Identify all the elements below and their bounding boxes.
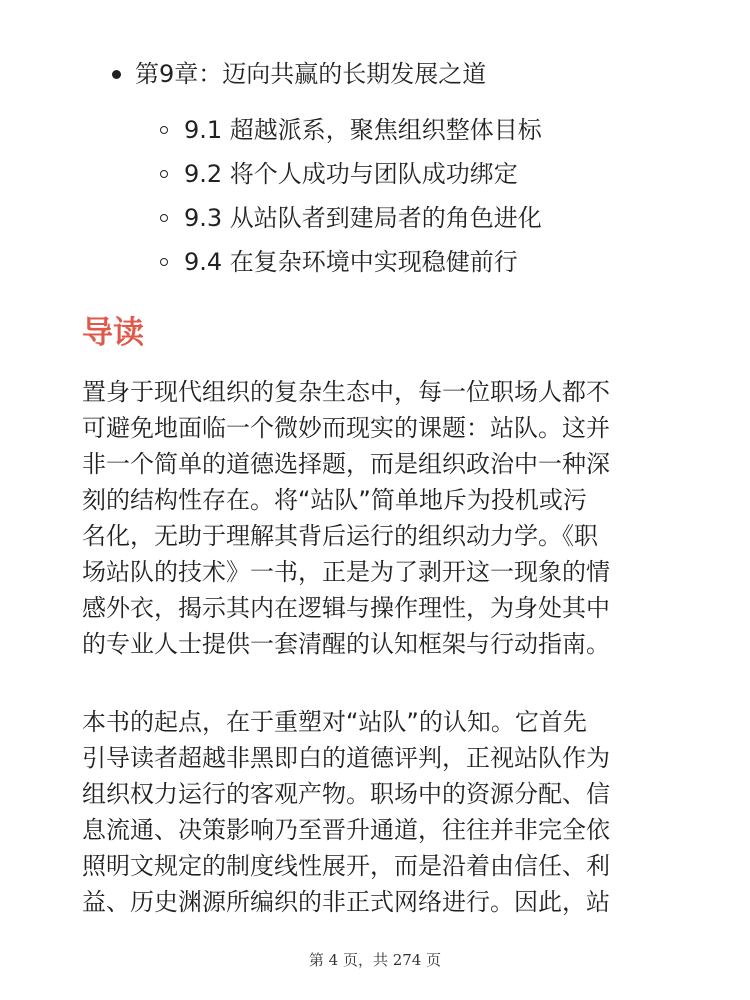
paragraph-line: 的专业人士提供一套清醒的认知框架与行动指南。 [82, 630, 610, 658]
toc-section-title: 9.2 将个人成功与团队成功绑定 [184, 160, 518, 188]
paragraph-line: 名化，无助于理解其背后运行的组织动力学。《职 [82, 522, 598, 550]
paragraph-line: 息流通、决策影响乃至晋升通道，往往并非完全依 [82, 816, 610, 844]
toc-chapter-item [112, 54, 486, 94]
paragraph-line: 场站队的技术》一书，正是为了剥开这一现象的情 [82, 558, 610, 586]
bullet-circle-icon [160, 214, 168, 222]
paragraph-line: 本书的起点，在于重塑对“站队”的认知。它首先 [82, 708, 587, 736]
page-number-footer: 第 4 页，共 274 页 [308, 951, 442, 969]
paragraph-line: 组织权力运行的客观产物。职场中的资源分配、信 [82, 780, 610, 808]
bullet-circle-icon [160, 170, 168, 178]
toc-section-title: 9.1 超越派系，聚焦组织整体目标 [184, 116, 542, 144]
bullet-circle-icon [160, 258, 168, 266]
paragraph-line: 感外衣，揭示其内在逻辑与操作理性，为身处其中 [82, 594, 610, 622]
paragraph-line: 引导读者超越非黑即白的道德评判，正视站队作为 [82, 744, 610, 772]
toc-section-item [160, 152, 542, 196]
paragraph-line: 非一个简单的道德选择题，而是组织政治中一种深 [82, 450, 610, 478]
toc-section-item [160, 108, 542, 152]
body-paragraph [82, 704, 702, 920]
bullet-circle-icon [160, 126, 168, 134]
paragraph-line: 刻的结构性存在。将“站队”简单地斥为投机或污 [82, 486, 587, 514]
paragraph-line: 可避免地面临一个微妙而现实的课题：站队。这并 [82, 414, 610, 442]
paragraph-line: 益、历史渊源所编织的非正式网络进行。因此，站 [82, 888, 610, 916]
toc-section-item [160, 196, 542, 240]
body-paragraph [82, 374, 702, 662]
toc-chapter-title: 第9章：迈向共赢的长期发展之道 [135, 60, 487, 88]
toc-section-title: 9.3 从站队者到建局者的角色进化 [184, 204, 542, 232]
toc-section-item [160, 240, 542, 284]
paragraph-line: 照明文规定的制度线性展开，而是沿着由信任、利 [82, 852, 610, 880]
bullet-disc-icon [112, 70, 121, 79]
toc-section-list [160, 108, 542, 284]
paragraph-line: 置身于现代组织的复杂生态中，每一位职场人都不 [82, 378, 610, 406]
section-heading: 导读 [82, 315, 144, 351]
toc-section-title: 9.4 在复杂环境中实现稳健前行 [184, 248, 518, 276]
